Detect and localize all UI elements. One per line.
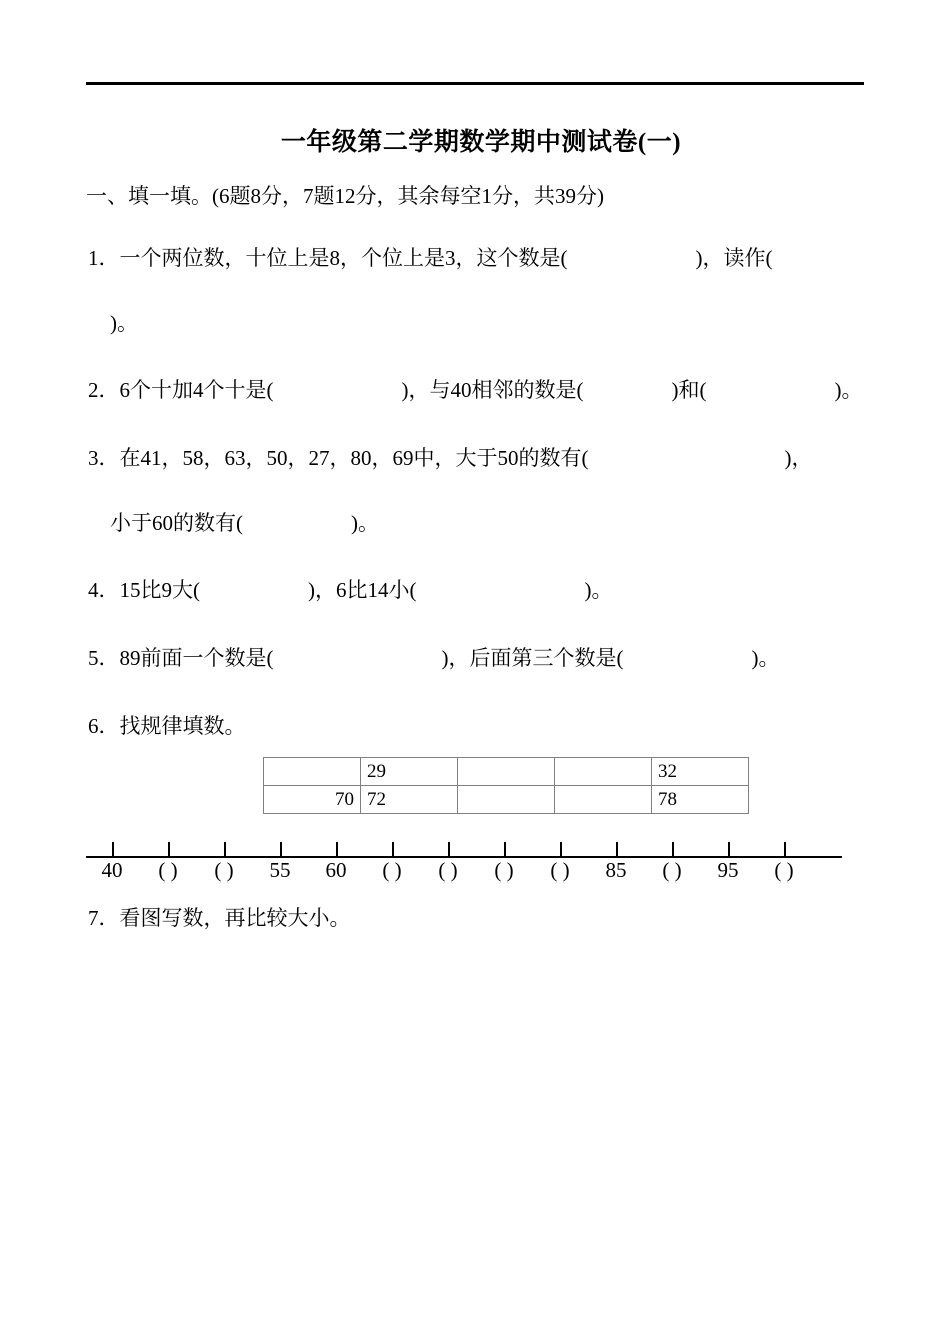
table-cell[interactable] [458,758,555,786]
number-line-tick [504,842,506,857]
question-4-line-1 [88,575,613,605]
question-1-text-c: )。 [110,311,138,335]
question-4-text-b: )，6比14小( [308,578,417,602]
question-3-line-1 [88,443,813,473]
number-line-labels [86,858,842,888]
question-5-number: 5． [88,646,120,670]
table-cell[interactable]: 32 [652,758,749,786]
number-line-axis [86,838,842,860]
question-5-line-1 [88,643,780,673]
question-2-text-c: )和( [671,378,707,402]
header-rule [86,82,864,85]
question-2-line-1 [88,375,863,405]
table-cell[interactable]: 78 [652,786,749,814]
table-cell[interactable]: 29 [361,758,458,786]
number-line-blank[interactable]: ( ) [382,858,402,882]
number-line-blank[interactable]: ( ) [494,858,514,882]
number-line-tick [672,842,674,857]
table-cell[interactable]: 70 [264,786,361,814]
question-3-number: 3． [88,446,120,470]
question-6-text-a: 找规律填数。 [119,714,246,738]
number-line-tick [168,842,170,857]
number-line-tick [784,842,786,857]
section-heading: 一、填一填。(6题8分，7题12分，其余每空1分，共39分) [86,184,604,208]
number-line-blank[interactable]: ( ) [550,858,570,882]
number-line-tick [336,842,338,857]
number-line-blank[interactable]: ( ) [438,858,458,882]
number-line-tick [224,842,226,857]
question-1-text-a: 一个两位数，十位上是8，个位上是3，这个数是( [119,246,568,270]
question-4-number: 4． [88,578,120,602]
question-3-text-b: )， [784,446,813,470]
question-3-text-d: )。 [351,511,379,535]
number-line-tick [728,842,730,857]
number-line-blank[interactable]: ( ) [662,858,682,882]
number-line-tick [280,842,282,857]
number-line-tick [112,842,114,857]
number-line-tick [392,842,394,857]
number-line-value: 60 [325,858,347,882]
question-6-number: 6． [88,714,120,738]
question-7-line-1 [88,903,351,933]
number-line-value: 40 [101,858,123,882]
number-line-blank[interactable]: ( ) [774,858,794,882]
question-7-text-a: 看图写数，再比较大小。 [119,906,351,930]
table-cell[interactable] [264,758,361,786]
number-line-value: 95 [717,858,739,882]
question-3-text-c: 小于60的数有( [110,511,243,535]
question-1-line-1 [88,243,773,273]
number-pattern-table-body [264,758,749,814]
table-cell[interactable] [458,786,555,814]
question-2-number: 2． [88,378,120,402]
table-row [264,758,749,786]
number-line-tick [448,842,450,857]
number-line-blank[interactable]: ( ) [158,858,178,882]
number-line-tick [616,842,618,857]
number-line-blank[interactable]: ( ) [214,858,234,882]
number-line-value: 85 [605,858,627,882]
question-4-text-c: )。 [584,578,613,602]
question-2-text-a: 6个十加4个十是( [119,378,274,402]
number-line-tick [560,842,562,857]
page-title: 一年级第二学期数学期中测试卷(一) [280,129,682,156]
question-5-text-c: )。 [751,646,780,670]
table-cell[interactable] [555,758,652,786]
question-2-text-b: )，与40相邻的数是( [401,378,584,402]
table-cell[interactable]: 72 [361,786,458,814]
question-5-text-a: 89前面一个数是( [119,646,274,670]
question-4-text-a: 15比9大( [119,578,200,602]
question-1-number: 1． [88,246,120,270]
question-7-number: 7． [88,906,120,930]
question-2-text-d: )。 [834,378,863,402]
question-1-line-2 [110,308,138,338]
question-1-text-b: )，读作( [695,246,773,270]
question-3-text-a: 在41，58，63，50，27，80，69中，大于50的数有( [119,446,589,470]
table-cell[interactable] [555,786,652,814]
number-pattern-table [263,757,749,814]
question-3-line-2 [110,508,379,538]
question-5-text-b: )，后面第三个数是( [441,646,624,670]
table-row [264,786,749,814]
number-line-value: 55 [269,858,291,882]
question-6-line-1 [88,711,246,741]
